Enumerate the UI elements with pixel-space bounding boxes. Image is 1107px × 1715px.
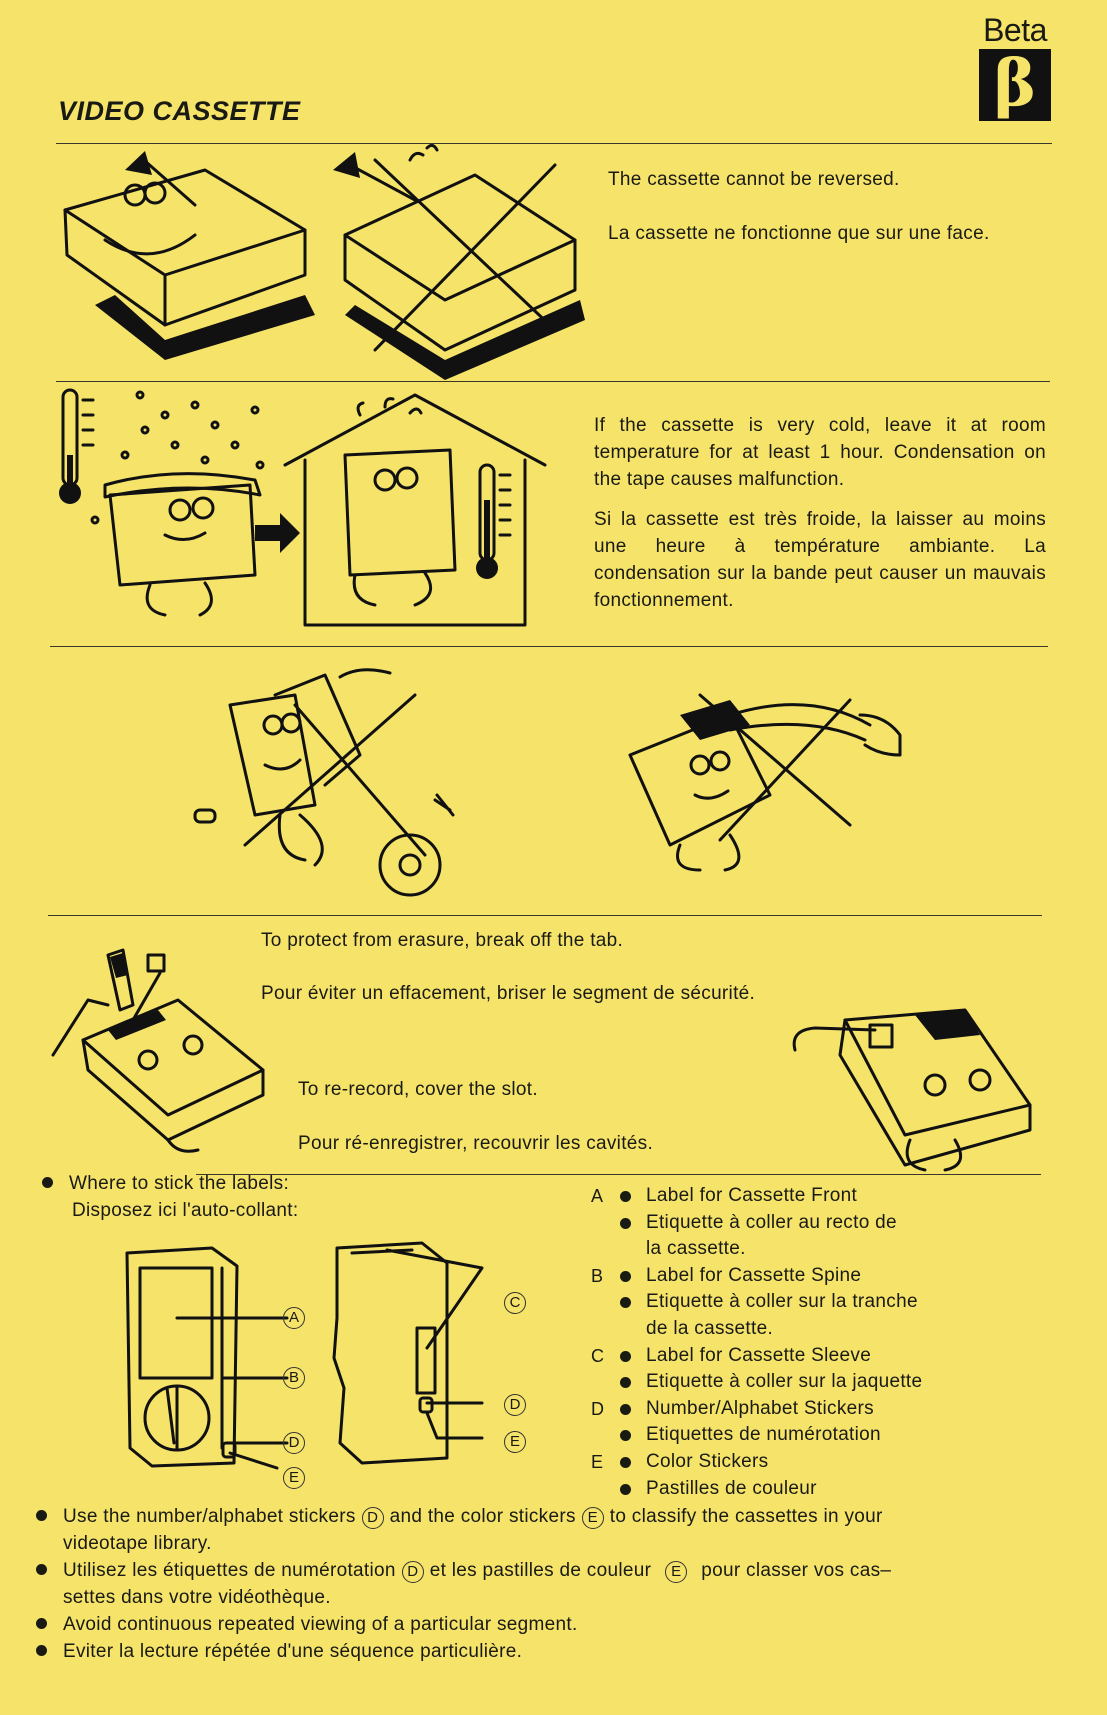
- labels-intro-fr: Disposez ici l'auto-collant:: [72, 1200, 299, 1221]
- divider: [50, 646, 1048, 647]
- bullet: [620, 1297, 631, 1308]
- note-4-text: Eviter la lecture répétée d'une séquence particulière.: [63, 1641, 523, 1662]
- legend-letter: A: [591, 1186, 604, 1206]
- legend-label-fr-row: [646, 1369, 922, 1396]
- bullet: [620, 1351, 631, 1362]
- divider: [196, 1174, 1041, 1175]
- cassette-forward-illustration: [55, 145, 315, 370]
- beta-logo-symbol: β: [979, 49, 1051, 121]
- bullet: [620, 1430, 631, 1441]
- note-2-part-c: pour classer vos cas–: [701, 1560, 892, 1581]
- legend-label-fr-cont: de la cassette.: [646, 1317, 774, 1339]
- legend-label-en-row: [591, 1343, 922, 1370]
- bullet: [620, 1484, 631, 1495]
- legend-item: [591, 1263, 922, 1343]
- legend-label-fr-cont: la cassette.: [646, 1238, 746, 1260]
- legend-letter: E: [591, 1451, 604, 1472]
- legend-label-en-row: [591, 1183, 922, 1210]
- legend-item: [591, 1343, 923, 1396]
- legend-label-en-row: [591, 1449, 922, 1476]
- note-1-part-a: Use the number/alphabet stickers: [63, 1506, 356, 1527]
- legend-label-fr-row: [646, 1422, 922, 1449]
- note-2-part-a: Utilisez les étiquettes de numérotation: [63, 1560, 396, 1581]
- legend-label-fr: Etiquettes de numérotation: [646, 1424, 881, 1446]
- diagram-letter-e: E: [504, 1431, 526, 1453]
- bullet: [36, 1618, 47, 1629]
- legend-label-fr-row: [646, 1289, 922, 1316]
- note-1-part-c: to classify the cassettes in your: [609, 1506, 883, 1527]
- note-letter-e: E: [665, 1561, 687, 1583]
- bullet: [620, 1457, 631, 1468]
- legend-label-fr: Pastilles de couleur: [646, 1477, 817, 1499]
- cassette-label-diagram: [122, 1238, 542, 1488]
- rerecord-text-fr: Pour ré-enregistrer, recouvrir les cavités.: [298, 1133, 654, 1154]
- legend-label-en: Number/Alphabet Stickers: [646, 1397, 874, 1419]
- legend-item: [591, 1183, 922, 1263]
- tape-pulled-crossed-illustration: [610, 695, 910, 875]
- rerecord-text-en: To re-record, cover the slot.: [298, 1079, 538, 1100]
- note-letter-d: D: [402, 1561, 424, 1583]
- cassette-reversed-crossed-illustration: [315, 140, 585, 370]
- legend-label-fr-cont-row: [646, 1236, 922, 1263]
- protect-text-fr: Pour éviter un effacement, briser le segment de sécurité.: [261, 983, 756, 1004]
- bullet: [42, 1177, 53, 1188]
- note-4: [36, 1638, 1046, 1665]
- legend-item: [591, 1396, 922, 1449]
- bullet: [620, 1271, 631, 1282]
- diagram-letter-b: B: [283, 1367, 305, 1389]
- beta-logo: [976, 14, 1054, 121]
- cover-slot-illustration: [785, 1000, 1035, 1170]
- note-3-text: Avoid continuous repeated viewing of a particular segment.: [63, 1614, 578, 1635]
- cold-warning-text-en: If the cassette is very cold, leave it at room temperature for at least 1 hour. Condensation on the tape causes malfunction.: [594, 415, 1046, 490]
- legend-letter: D: [591, 1398, 605, 1419]
- cold-cassette-illustration: [55, 385, 555, 635]
- note-letter-d: D: [362, 1507, 384, 1529]
- page-title: VIDEO CASSETTE: [58, 96, 301, 126]
- legend-label-fr-cont-row: [646, 1316, 922, 1343]
- legend-item: [591, 1449, 922, 1502]
- bullet: [620, 1218, 631, 1229]
- labels-intro: [42, 1170, 298, 1224]
- legend-letter: B: [591, 1265, 604, 1286]
- diagram-letter-a: A: [283, 1307, 305, 1329]
- legend-label-fr: Etiquette à coller au recto de: [646, 1211, 897, 1233]
- legend-label-fr: Etiquette à coller sur la tranche: [646, 1291, 918, 1313]
- legend-label-en: Label for Cassette Front: [646, 1185, 858, 1206]
- beta-logo-word: Beta: [983, 12, 1047, 48]
- note-letter-e: E: [582, 1507, 604, 1529]
- legend-label-en: Color Stickers: [646, 1450, 769, 1472]
- note-2-line2: settes dans votre vidéothèque.: [63, 1587, 331, 1608]
- diagram-letter-d: D: [283, 1432, 305, 1454]
- legend-label-en-row: [591, 1263, 922, 1290]
- note-2-part-b: et les pastilles de couleur: [429, 1560, 652, 1581]
- bullet: [36, 1510, 47, 1521]
- legend-label-fr: Etiquette à coller sur la jaquette: [646, 1371, 923, 1393]
- note-1-line2: videotape library.: [63, 1533, 212, 1554]
- not-reversible-text-fr: La cassette ne fonctionne que sur une face.: [608, 223, 990, 244]
- bullet: [36, 1645, 47, 1656]
- bullet: [620, 1191, 631, 1202]
- legend-label-en: Label for Cassette Sleeve: [646, 1344, 872, 1366]
- cold-warning-text-fr: Si la cassette est très froide, la laisser au moins une heure à température ambiante. La condensation sur la bande peut causer un mauvais fonctionnement.: [594, 509, 1046, 611]
- bullet: [36, 1564, 47, 1575]
- protect-text-en: To protect from erasure, break off the tab.: [261, 930, 624, 951]
- break-tab-illustration: [48, 945, 273, 1145]
- legend-label-fr-row: [646, 1476, 922, 1503]
- divider: [48, 915, 1042, 916]
- bullet: [620, 1404, 631, 1415]
- legend-label-en: Label for Cassette Spine: [646, 1264, 862, 1286]
- legend-letter: C: [591, 1345, 605, 1366]
- notes-list: [36, 1503, 1046, 1665]
- note-1-part-b: and the color stickers: [389, 1506, 576, 1527]
- legend-label-en-row: [591, 1396, 922, 1423]
- bullet: [620, 1377, 631, 1388]
- divider: [56, 381, 1050, 382]
- diagram-letter-d: D: [504, 1394, 526, 1416]
- diagram-letter-e: E: [283, 1467, 305, 1489]
- labels-intro-en: Where to stick the labels:: [69, 1173, 290, 1194]
- diagram-letter-c: C: [504, 1292, 526, 1314]
- note-1: [36, 1503, 1046, 1557]
- disassembled-cassette-crossed-illustration: [185, 665, 475, 895]
- note-2: [36, 1557, 1046, 1611]
- legend-label-fr-row: [646, 1210, 922, 1237]
- label-legend: [591, 1183, 923, 1502]
- not-reversible-text-en: The cassette cannot be reversed.: [608, 169, 900, 190]
- note-3: [36, 1611, 1046, 1638]
